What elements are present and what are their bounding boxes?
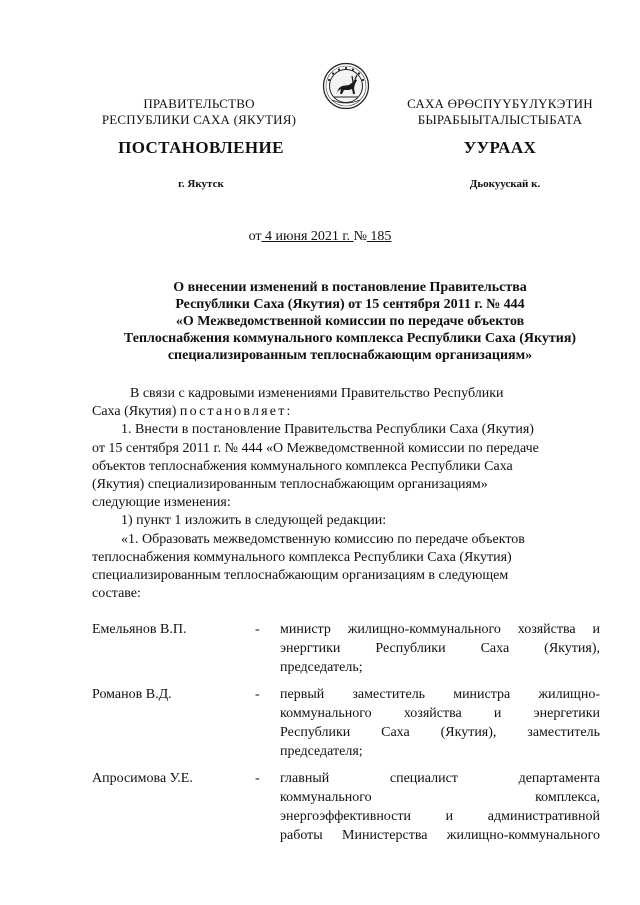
member-role-line: энергтики Республики Саха (Якутия),	[280, 641, 600, 656]
issuer-russian	[95, 96, 303, 128]
member-role-line: Республики Саха (Якутия), заместитель	[280, 725, 600, 740]
document-subject	[90, 279, 610, 364]
preamble-line	[92, 403, 600, 421]
issuer-yakut-line1: САХА ӨРӨСПҮҮБҮЛҮКЭТИН	[407, 96, 593, 111]
subitem-line: 1) пункт 1 изложить в следующей редакции:	[121, 513, 387, 529]
member-role-line: коммунального хозяйства и энергетики	[280, 706, 600, 721]
member-dash: -	[255, 771, 260, 786]
date-prefix: от	[248, 229, 262, 244]
member-role	[280, 620, 600, 677]
member-dash: -	[255, 687, 260, 702]
document-number: 185	[366, 229, 392, 244]
preamble-text: Саха (Якутия)	[92, 404, 180, 420]
member-role-line: энергоэффективности и административной	[280, 809, 600, 824]
issuer-russian-line2: РЕСПУБЛИКИ САХА (ЯКУТИЯ)	[101, 112, 297, 127]
quote-line: специализированным теплоснабжающим организациям в следующем	[92, 568, 509, 584]
member-name: Апросимова У.Е.	[92, 771, 193, 786]
member-role	[280, 685, 600, 761]
member-role-line: министр жилищно-коммунального хозяйства и	[280, 622, 600, 637]
member-role-line: главный специалист департамента	[280, 771, 600, 786]
subject-line: О внесении изменений в постановление Правительства	[173, 280, 527, 295]
city-russian: г. Якутск	[178, 178, 224, 190]
issuer-russian-line1: ПРАВИТЕЛЬСТВО	[143, 96, 255, 111]
subject-line: «О Межведомственной комиссии по передаче объектов	[175, 314, 525, 329]
date-number-line	[0, 229, 640, 245]
item1-line: от 15 сентября 2011 г. № 444 «О Межведомственной комиссии по передаче	[92, 440, 539, 456]
quote-line: составе:	[92, 586, 141, 602]
item1-line: объектов теплоснабжения коммунального комплекса Республики Саха	[92, 458, 513, 474]
coat-of-arms-emblem	[322, 62, 370, 110]
member-role-line: председатель;	[280, 660, 363, 675]
quote-line: «1. Образовать межведомственную комиссию по передаче объектов	[121, 531, 525, 547]
member-role-line: председателя;	[280, 744, 363, 759]
preamble-line: В связи с кадровыми изменениями Правительство Республики	[130, 386, 504, 401]
document-type-yakut: УУРААХ	[463, 138, 537, 157]
city-yakut: Дьокуускай к.	[469, 178, 541, 190]
resolves-keyword: постановляет:	[179, 404, 293, 420]
member-role-line: работы Министерства жилищно-коммунального	[280, 828, 600, 843]
member-role-line: первый заместитель министра жилищно-	[280, 687, 600, 702]
issuer-yakut-line2: БЫРАБЫЫТАЛЫСТЫБАТА	[417, 112, 583, 127]
member-name: Емельянов В.П.	[92, 622, 187, 637]
member-role	[280, 769, 600, 845]
document-type-russian: ПОСТАНОВЛЕНИЕ	[118, 138, 284, 157]
document-date: 4 июня 2021 г.	[261, 229, 354, 244]
subject-line: специализированным теплоснабжающим организациям»	[167, 348, 533, 363]
member-role-line: коммунального комплекса,	[280, 790, 600, 805]
quote-line: теплоснабжения коммунального комплекса Республики Саха (Якутия)	[92, 549, 512, 565]
document-body	[92, 385, 600, 603]
item1-line: следующие изменения:	[92, 495, 231, 511]
member-name: Романов В.Д.	[92, 687, 172, 702]
subject-line: Республики Саха (Якутия) от 15 сентября 2011 г. № 444	[175, 297, 525, 312]
number-sign: №	[353, 229, 367, 244]
item1-line: (Якутия) специализированным теплоснабжающим организациям»	[92, 477, 488, 493]
issuer-yakut	[395, 96, 605, 128]
subject-line: Теплоснабжения коммунального комплекса Республики Саха (Якутия)	[123, 331, 577, 346]
item1-line: 1. Внести в постановление Правительства Республики Саха (Якутия)	[121, 422, 534, 438]
member-dash: -	[255, 622, 260, 637]
